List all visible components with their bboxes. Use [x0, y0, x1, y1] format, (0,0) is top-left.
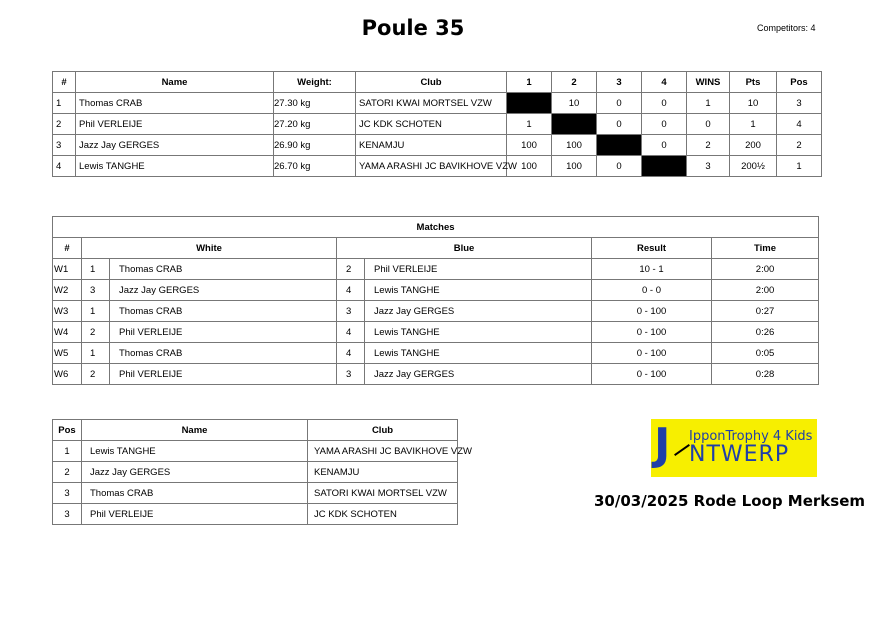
score-vs-4: 0 [642, 114, 687, 135]
match-time: 2:00 [712, 280, 819, 301]
blue-name: Jazz Jay GERGES [365, 301, 592, 322]
white-number: 1 [82, 343, 110, 364]
col-header-club: Club [356, 72, 507, 93]
score-vs-2: 100 [552, 135, 597, 156]
col-header-result: Result [592, 238, 712, 259]
score-vs-1: 1 [507, 114, 552, 135]
competitor-weight: 26.90 kg [274, 135, 356, 156]
match-row [53, 343, 819, 364]
club-text: JC KDK SCHOTEN [359, 118, 442, 130]
club-text: KENAMJU [359, 139, 405, 151]
blue-number: 3 [337, 301, 365, 322]
ranking-row [53, 462, 458, 483]
matches-table [52, 216, 819, 385]
match-time: 0:05 [712, 343, 819, 364]
self-cell [642, 156, 687, 177]
pool-row [53, 114, 822, 135]
logo-city-text: NTWERP [689, 442, 790, 467]
match-time: 0:27 [712, 301, 819, 322]
competitor-weight: 27.30 kg [274, 93, 356, 114]
wins-cell: 2 [687, 135, 730, 156]
score-vs-4: 0 [642, 135, 687, 156]
score-vs-1: 100 [507, 156, 552, 177]
match-id: W3 [53, 301, 82, 322]
logo-trophy-text: IpponTrophy 4 Kids [689, 429, 813, 444]
competitor-club [356, 156, 518, 177]
col-header-num: # [53, 72, 76, 93]
position-cell: 2 [777, 135, 822, 156]
match-id: W1 [53, 259, 82, 280]
match-time: 0:28 [712, 364, 819, 385]
ranking-position: 3 [53, 504, 82, 525]
points-cell: 10 [730, 93, 777, 114]
col-header-weight: Weight: [274, 72, 356, 93]
match-row [53, 322, 819, 343]
competitor-club [356, 114, 507, 135]
ranking-position: 1 [53, 441, 82, 462]
col-header-opp-1: 1 [507, 72, 552, 93]
matches-header-row [53, 238, 819, 259]
position-cell: 1 [777, 156, 822, 177]
pool-header-row [53, 72, 822, 93]
col-header-opp-4: 4 [642, 72, 687, 93]
white-number: 1 [82, 259, 110, 280]
blue-number: 3 [337, 364, 365, 385]
competitor-weight: 26.70 kg [274, 156, 356, 177]
matches-caption-row [53, 217, 819, 238]
ranking-row [53, 441, 458, 462]
pool-row [53, 156, 822, 177]
blue-number: 4 [337, 343, 365, 364]
pool-row [53, 135, 822, 156]
blue-number: 4 [337, 280, 365, 301]
self-cell [597, 135, 642, 156]
col-header-pts: Pts [730, 72, 777, 93]
competitor-name: Thomas CRAB [76, 93, 274, 114]
competitor-club [356, 135, 507, 156]
competitor-name: Phil VERLEIJE [76, 114, 274, 135]
match-result: 0 - 100 [592, 364, 712, 385]
match-row [53, 259, 819, 280]
score-vs-4: 0 [642, 93, 687, 114]
white-name: Phil VERLEIJE [110, 322, 337, 343]
matches-caption: Matches [53, 217, 819, 238]
match-result: 0 - 100 [592, 301, 712, 322]
match-result: 10 - 1 [592, 259, 712, 280]
white-name: Thomas CRAB [110, 301, 337, 322]
competitors-count: Competitors: 4 [757, 23, 816, 33]
points-cell: 200½ [730, 156, 777, 177]
col-header-white: White [82, 238, 337, 259]
points-cell: 200 [730, 135, 777, 156]
ranking-position: 3 [53, 483, 82, 504]
match-row [53, 301, 819, 322]
competitor-name: Jazz Jay GERGES [76, 135, 274, 156]
blue-name: Lewis TANGHE [365, 343, 592, 364]
col-header-time: Time [712, 238, 819, 259]
score-vs-3: 0 [597, 114, 642, 135]
ranking-club: KENAMJU [308, 462, 458, 483]
competitor-number: 1 [53, 93, 76, 114]
ranking-name: Thomas CRAB [82, 483, 308, 504]
match-id: W4 [53, 322, 82, 343]
tournament-logo [651, 419, 817, 477]
ranking-name: Lewis TANGHE [82, 441, 308, 462]
ranking-position: 2 [53, 462, 82, 483]
white-name: Thomas CRAB [110, 343, 337, 364]
col-header-wins: WINS [687, 72, 730, 93]
wins-cell: 0 [687, 114, 730, 135]
match-row [53, 280, 819, 301]
match-row [53, 364, 819, 385]
competitor-number: 2 [53, 114, 76, 135]
match-id: W5 [53, 343, 82, 364]
col-header-blue: Blue [337, 238, 592, 259]
event-date-location: 30/03/2025 Rode Loop Merksem [594, 492, 865, 510]
ranking-club: SATORI KWAI MORTSEL VZW [308, 483, 458, 504]
ranking-name: Jazz Jay GERGES [82, 462, 308, 483]
white-name: Thomas CRAB [110, 259, 337, 280]
blue-name: Jazz Jay GERGES [365, 364, 592, 385]
match-id: W2 [53, 280, 82, 301]
ranking-row [53, 483, 458, 504]
col-header-pos: Pos [53, 420, 82, 441]
competitor-club [356, 93, 507, 114]
score-vs-3: 0 [597, 156, 642, 177]
score-vs-2: 10 [552, 93, 597, 114]
logo-initial: J [654, 419, 671, 470]
competitor-number: 3 [53, 135, 76, 156]
match-time: 0:26 [712, 322, 819, 343]
blue-name: Phil VERLEIJE [365, 259, 592, 280]
page-title: Poule 35 [361, 16, 465, 40]
ranking-club: YAMA ARASHI JC BAVIKHOVE VZW [308, 441, 458, 462]
match-id: W6 [53, 364, 82, 385]
col-header-pos: Pos [777, 72, 822, 93]
ranking-header-row [53, 420, 458, 441]
position-cell: 3 [777, 93, 822, 114]
pool-row [53, 93, 822, 114]
ranking-row [53, 504, 458, 525]
col-header-name: Name [76, 72, 274, 93]
col-header-opp-2: 2 [552, 72, 597, 93]
white-number: 2 [82, 322, 110, 343]
score-vs-2: 100 [552, 156, 597, 177]
blue-number: 4 [337, 322, 365, 343]
score-vs-3: 0 [597, 93, 642, 114]
blue-name: Lewis TANGHE [365, 322, 592, 343]
ranking-club: JC KDK SCHOTEN [308, 504, 458, 525]
match-result: 0 - 100 [592, 343, 712, 364]
club-text: SATORI KWAI MORTSEL VZW [359, 97, 492, 109]
match-result: 0 - 0 [592, 280, 712, 301]
wins-cell: 3 [687, 156, 730, 177]
blue-name: Lewis TANGHE [365, 280, 592, 301]
score-vs-1: 100 [507, 135, 552, 156]
white-number: 3 [82, 280, 110, 301]
self-cell [507, 93, 552, 114]
match-result: 0 - 100 [592, 322, 712, 343]
white-number: 2 [82, 364, 110, 385]
white-name: Jazz Jay GERGES [110, 280, 337, 301]
match-time: 2:00 [712, 259, 819, 280]
points-cell: 1 [730, 114, 777, 135]
competitor-weight: 27.20 kg [274, 114, 356, 135]
col-header-match-id: # [53, 238, 82, 259]
competitor-number: 4 [53, 156, 76, 177]
pool-table [52, 71, 822, 177]
col-header-opp-3: 3 [597, 72, 642, 93]
self-cell [552, 114, 597, 135]
ranking-table [52, 419, 473, 525]
ranking-name: Phil VERLEIJE [82, 504, 308, 525]
white-number: 1 [82, 301, 110, 322]
position-cell: 4 [777, 114, 822, 135]
logo-figure-stroke [674, 444, 690, 456]
col-header-club: Club [308, 420, 458, 441]
club-text: YAMA ARASHI JC BAVIKHOVE VZW [359, 160, 518, 172]
wins-cell: 1 [687, 93, 730, 114]
blue-number: 2 [337, 259, 365, 280]
competitor-name: Lewis TANGHE [76, 156, 274, 177]
col-header-name: Name [82, 420, 308, 441]
white-name: Phil VERLEIJE [110, 364, 337, 385]
